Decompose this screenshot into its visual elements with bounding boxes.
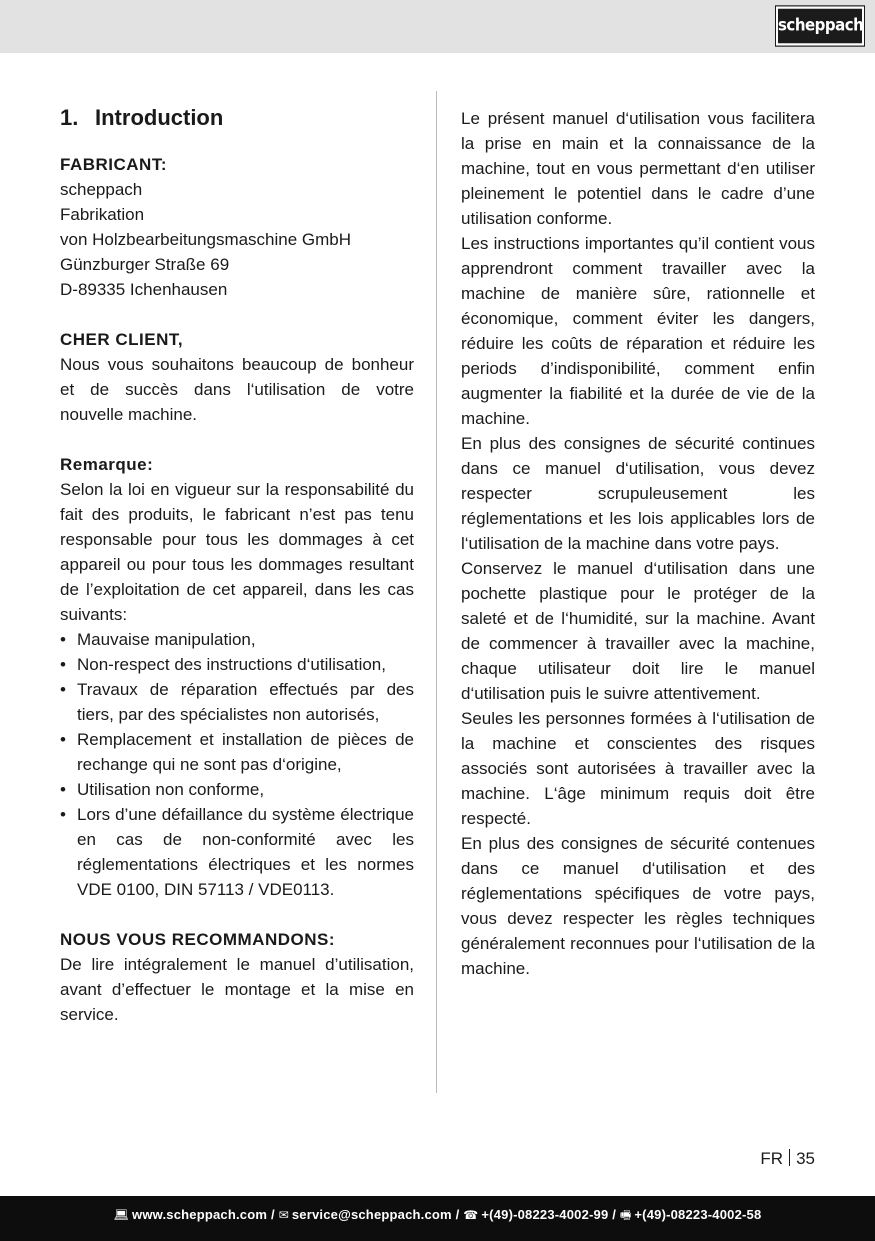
- page-number: [760, 1147, 815, 1171]
- section-heading: [60, 105, 414, 131]
- footer-email[interactable]: service@scheppach.com: [291, 1207, 452, 1222]
- list-item: • Remplacement et installation de pièces de rechange qui ne sont pas d‘origine,: [60, 727, 414, 777]
- list-item: • Mauvaise manipulation,: [60, 627, 414, 652]
- list-item: • Lors d’une défaillance du système électrique en cas de non-conformité avec les réglementations électriques et les normes VDE 0100, DIN 57113 / VDE0113.: [60, 802, 414, 902]
- footer-website[interactable]: www.scheppach.com: [132, 1207, 268, 1222]
- section-number: 1.: [60, 105, 79, 130]
- column-divider: [436, 91, 437, 1093]
- paragraph: Seules les personnes formées à l‘utilisation de la machine et conscientes des risques associés sont autorisées à travailler avec la machine. L‘âge minimum requis doit être respecté.: [461, 709, 815, 828]
- manufacturer-line: von Holzbearbeitungsmaschine GmbH: [60, 230, 352, 249]
- manufacturer-line: D-89335 Ichenhausen: [60, 280, 228, 299]
- paragraph: Le présent manuel d‘utilisation vous facilitera la prise en main et la connaissance de la machine, tout en vous permettant d‘en utiliser pleinement le potentiel dans le cadre d’une utilisation conforme.: [461, 109, 815, 228]
- manufacturer-line: Fabrikation: [60, 205, 145, 224]
- customer-text: Nous vous souhaitons beaucoup de bonheur et de succès dans l‘utilisation de votre nouvelle machine.: [60, 355, 414, 424]
- paragraph: Les instructions importantes qu’il contient vous apprendront comment travailler avec la machine de manière sûre, rationnelle et économique, comment éviter les dangers, réduire les coûts de réparation et réduire les periods d’indisponibilité, comment enfin augmenter la fiabilité et la durée de vie de la machine.: [461, 234, 815, 428]
- footer-separator: /: [267, 1207, 279, 1222]
- recommend-label: NOUS VOUS RECOMMANDONS:: [60, 930, 336, 949]
- mail-icon: ✉︎: [278, 1208, 289, 1222]
- right-column: [461, 106, 815, 981]
- computer-icon: 💻︎: [113, 1208, 130, 1222]
- paragraph: Conservez le manuel d‘utilisation dans une pochette plastique pour le protéger de la saleté et de l‘humidité, sur la machine. Avant de commencer à travailler avec la machine, chaque utilisateur doit lire le manuel d‘utilisation puis le suivre attentivement.: [461, 559, 815, 703]
- section-title: Introduction: [95, 105, 224, 130]
- customer-label: CHER CLIENT,: [60, 330, 184, 349]
- left-column: [60, 105, 414, 1027]
- recommend-text: De lire intégralement le manuel d’utilisation, avant d’effectuer le montage et la mise en service.: [60, 955, 414, 1024]
- page-language: FR: [760, 1149, 784, 1168]
- paragraph: En plus des consignes de sécurité contenues dans ce manuel d‘utilisation et des réglementations spécifiques de votre pays, vous devez respecter les règles techniques généralement reconnues pour l‘utilisation de la machine.: [461, 834, 815, 978]
- list-item: • Utilisation non conforme,: [60, 777, 414, 802]
- recommend-block: [60, 927, 414, 1027]
- paragraph: En plus des consignes de sécurité continues dans ce manuel d‘utilisation, vous devez respecter scrupuleusement les réglementations et les lois applicables lors de l‘utilisation de la machine dans votre pays.: [461, 434, 815, 553]
- header-bar: [0, 0, 875, 53]
- fax-icon: 🖷︎: [619, 1208, 632, 1222]
- list-item: • Travaux de réparation effectués par des tiers, par des spécialistes non autorisés,: [60, 677, 414, 727]
- phone-icon: ☎: [463, 1208, 479, 1222]
- customer-block: [60, 327, 414, 427]
- manufacturer-label: FABRICANT:: [60, 155, 167, 174]
- remark-label: Remarque:: [60, 455, 154, 474]
- footer-phone: +(49)-08223-4002-99: [481, 1207, 609, 1222]
- remark-text: Selon la loi en vigueur sur la responsabilité du fait des produits, le fabricant n’est pas tenu responsable pour tous les dommages à cet appareil ou pour tous les dommages resultant de l’exploitation de cet appareil, dans les cas suivants:: [60, 480, 414, 624]
- list-item: • Non-respect des instructions d‘utilisation,: [60, 652, 414, 677]
- manufacturer-line: Günzburger Straße 69: [60, 255, 230, 274]
- footer-fax: +(49)-08223-4002-58: [634, 1207, 762, 1222]
- page-separator: [789, 1149, 790, 1166]
- remark-block: [60, 452, 414, 902]
- remark-list: [60, 627, 414, 902]
- manufacturer-block: [60, 152, 414, 302]
- footer-bar: [0, 1196, 875, 1241]
- page-number-value: 35: [796, 1149, 815, 1168]
- scheppach-logo: scheppach: [776, 6, 864, 45]
- manufacturer-line: scheppach: [60, 180, 143, 199]
- footer-separator: /: [451, 1207, 464, 1222]
- footer-separator: /: [608, 1207, 620, 1222]
